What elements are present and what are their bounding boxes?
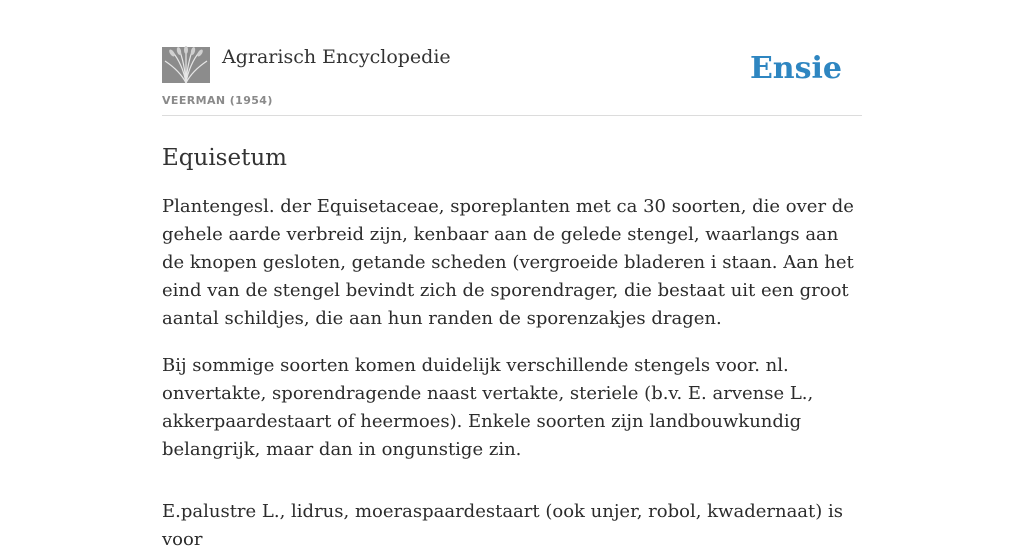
content-container — [162, 0, 862, 554]
page-header — [162, 0, 862, 116]
encyclopedia-title[interactable]: Agrarisch Encyclopedie — [222, 46, 451, 68]
ensie-brand-link[interactable]: Ensie — [749, 51, 842, 86]
article-title: Equisetum — [162, 145, 287, 171]
article-paragraph: Plantengesl. der Equisetaceae, sporeplanten met ca 30 soorten, die over de gehele aarde verbreid zijn, kenbaar aan de gelede stengel, waarlangs aan de knopen gesloten, getande scheden (vergroeide bladeren i staan. Aan het eind van de stengel bevindt zich de sporendrager, die bestaat uit een groot aantal schildjes, die aan hun randen de sporenzakjes dragen. — [162, 196, 854, 329]
source-label: VEERMAN (1954) — [162, 94, 273, 107]
article-paragraph: Bij sommige soorten komen duidelijk verschillende stengels voor. nl. onvertakte, sporendragende naast vertakte, steriele (b.v. E. arvense L., akkerpaardestaart of heermoes). Enkele soorten zijn landbouwkundig belangrijk, maar dan in ongunstige zin. — [162, 355, 814, 460]
article-paragraph: E.palustre L., lidrus, moeraspaardestaart (ook unjer, robol, kwadernaat) is voor — [162, 501, 844, 550]
encyclopedia-logo-icon[interactable] — [162, 47, 210, 83]
